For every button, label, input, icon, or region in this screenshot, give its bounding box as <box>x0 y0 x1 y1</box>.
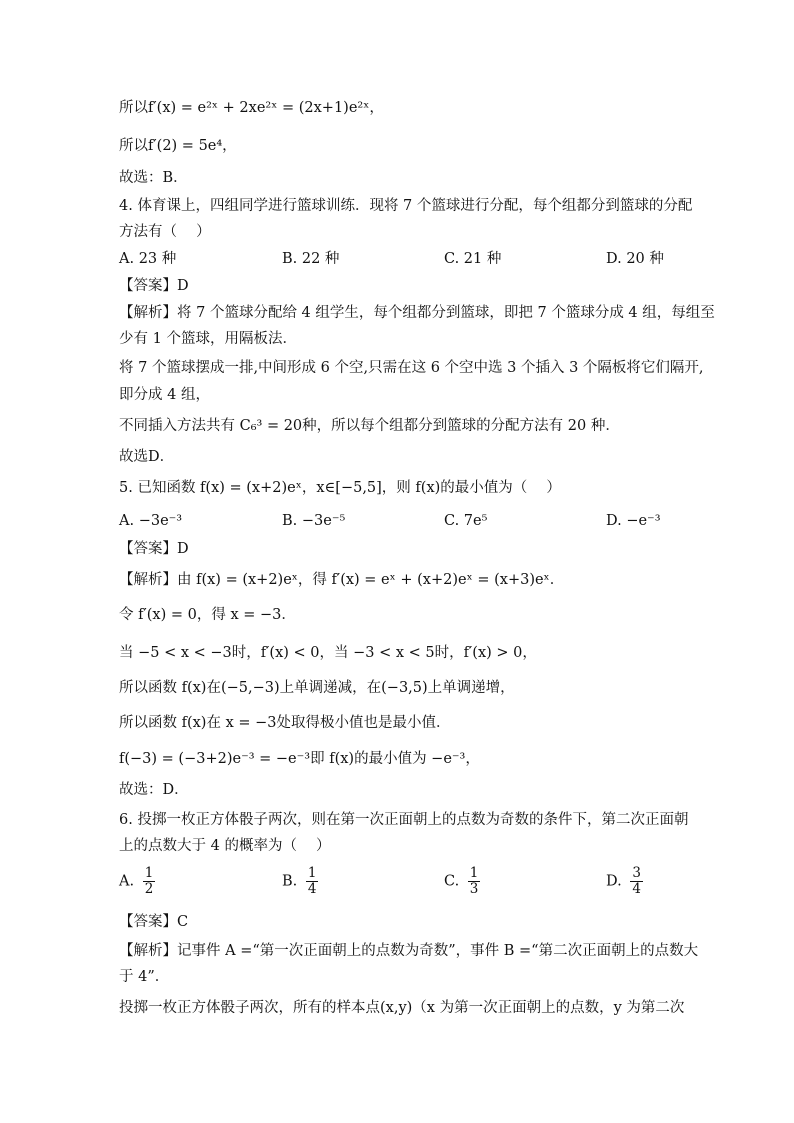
answer-label: 【答案】D <box>119 541 189 557</box>
text-line: 故选：B． <box>119 170 188 186</box>
q5-option-a: A. −3e⁻³ <box>119 513 183 529</box>
analysis-text: 即分成 4 组， <box>119 387 210 403</box>
text-line: 故选D． <box>119 449 175 465</box>
analysis-text: 于 4”． <box>119 969 170 985</box>
analysis-text: f(−3) = (−3+2)e⁻³ = −e⁻³即 f(x)的最小值为 −e⁻³， <box>119 751 480 767</box>
q4-option-b: B. 22 种 <box>282 251 340 267</box>
fraction: $\frac{1}{3}$ <box>469 865 479 897</box>
analysis-text: 不同插入方法共有 C₆³ = 20种，所以每个组都分到篮球的分配方法有 20 种． <box>119 418 620 434</box>
question-4-stem-cont: 方法有（ ） <box>119 224 211 240</box>
analysis-text: 少有 1 个篮球，用隔板法． <box>119 331 297 347</box>
analysis-text: 【解析】记事件 A =“第一次正面朝上的点数为奇数”，事件 B =“第二次正面朝上的点数大 <box>119 943 699 959</box>
fraction: $\frac{1}{4}$ <box>307 865 317 897</box>
q4-option-d: D. 20 种 <box>606 251 664 267</box>
analysis-text: 所以函数 f(x)在(−5,−3)上单调递减，在(−3,5)上单调递增， <box>119 680 515 696</box>
q6-option-a: A. $\frac{1}{2}$ <box>119 865 154 897</box>
q5-option-b: B. −3e⁻⁵ <box>282 513 346 529</box>
question-4-stem: 4. 体育课上，四组同学进行篮球训练．现将 7 个篮球进行分配，每个组都分到篮球的分配 <box>119 198 693 214</box>
q4-option-a: A. 23 种 <box>119 251 177 267</box>
fraction: $\frac{1}{2}$ <box>144 865 154 897</box>
q5-option-d: D. −e⁻³ <box>606 513 661 529</box>
q6-option-b: B. $\frac{1}{4}$ <box>282 865 317 897</box>
answer-label: 【答案】D <box>119 278 189 294</box>
question-6-stem-cont: 上的点数大于 4 的概率为（ ） <box>119 838 331 854</box>
analysis-text: 【解析】将 7 个篮球分配给 4 组学生，每个组都分到篮球，即把 7 个篮球分成 4 组，每组至 <box>119 305 715 321</box>
analysis-text: 当 −5 < x < −3时，f′(x) < 0，当 −3 < x < 5时，f′(x) > 0， <box>119 645 537 661</box>
question-5-stem: 5. 已知函数 f(x) = (x+2)eˣ，x∈[−5,5]，则 f(x)的最小值为（ ） <box>119 480 561 496</box>
analysis-text: 投掷一枚正方体骰子两次，所有的样本点(x,y)（x 为第一次正面朝上的点数，y 为第二次 <box>119 1000 685 1016</box>
q4-option-c: C. 21 种 <box>444 251 502 267</box>
q6-option-c: C. $\frac{1}{3}$ <box>444 865 479 897</box>
text-line: 所以f′(x) = e²ˣ + 2xe²ˣ = (2x+1)e²ˣ， <box>119 100 384 116</box>
fraction: $\frac{3}{4}$ <box>632 865 641 897</box>
q5-option-c: C. 7e⁵ <box>444 513 488 529</box>
analysis-text: 【解析】由 f(x) = (x+2)eˣ，得 f′(x) = eˣ + (x+2)eˣ = (x+3)eˣ． <box>119 572 565 588</box>
analysis-text: 令 f′(x) = 0，得 x = −3． <box>119 607 296 623</box>
answer-label: 【答案】C <box>119 914 189 930</box>
question-6-stem: 6. 投掷一枚正方体骰子两次，则在第一次正面朝上的点数为奇数的条件下，第二次正面朝 <box>119 812 689 828</box>
text-line: 所以f′(2) = 5e⁴， <box>119 138 237 154</box>
analysis-text: 所以函数 f(x)在 x = −3处取得极小值也是最小值． <box>119 715 451 731</box>
analysis-text: 将 7 个篮球摆成一排,中间形成 6 个空,只需在这 6 个空中选 3 个插入 3 个隔板将它们隔开, <box>119 360 704 376</box>
text-line: 故选：D． <box>119 782 189 798</box>
q6-option-d: D. $\frac{3}{4}$ <box>606 865 641 897</box>
